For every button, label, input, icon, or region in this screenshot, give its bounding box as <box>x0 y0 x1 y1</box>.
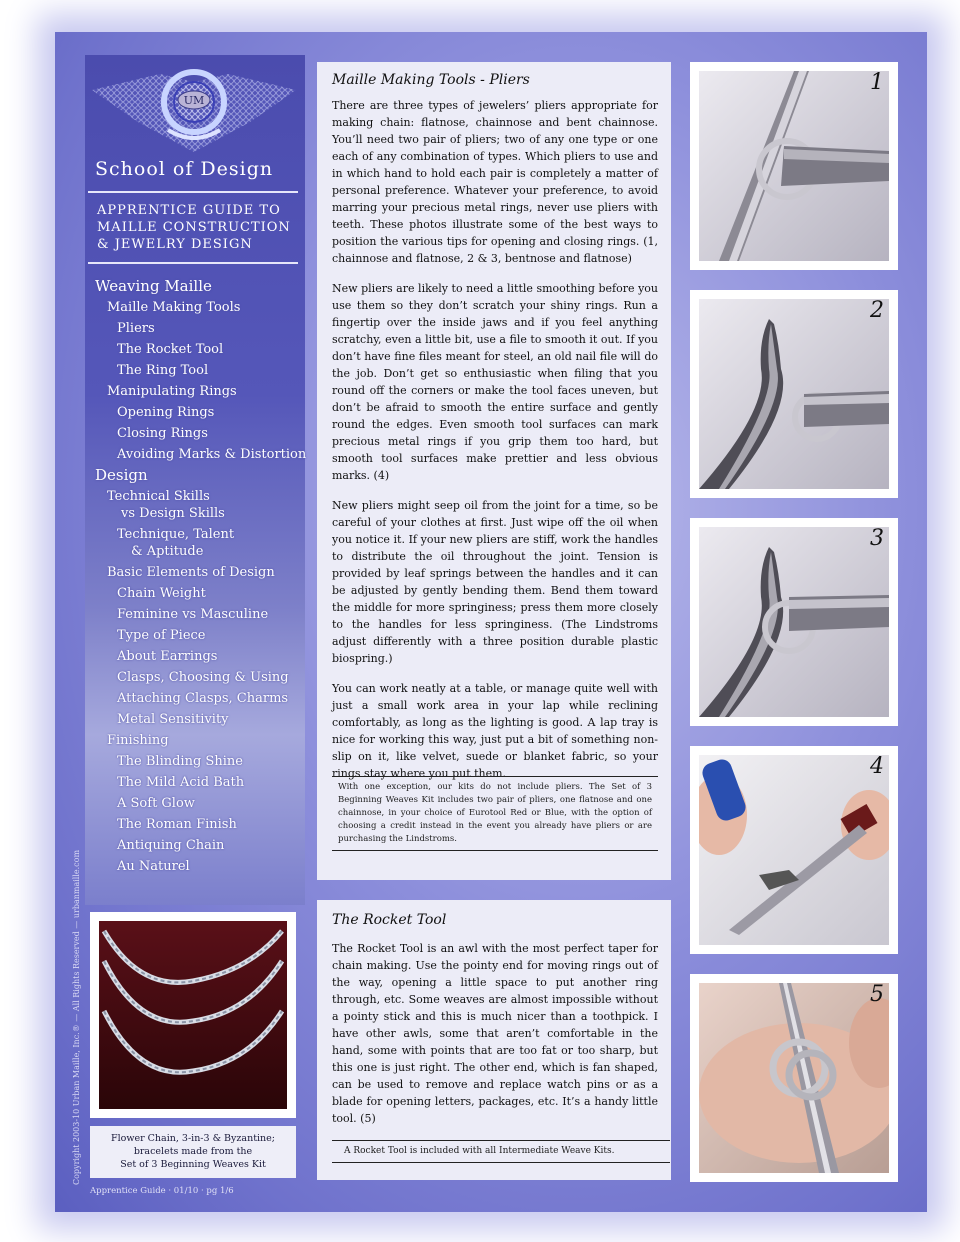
toc-link[interactable] <box>95 383 310 400</box>
toc-link-label: The Blinding Shine <box>117 754 243 769</box>
toc-link-label: Finishing <box>107 733 169 748</box>
apprentice-guide-title <box>97 202 307 253</box>
school-of-design-title: School of Design <box>95 158 274 180</box>
toc-link-label: The Ring Tool <box>117 363 209 378</box>
toc-link-label: Feminine vs Masculine <box>117 607 269 622</box>
toc-link-sublabel: vs Design Skills <box>121 506 225 521</box>
apprentice-line: & JEWELRY DESIGN <box>97 237 253 252</box>
toc-link-label: About Earrings <box>117 649 218 664</box>
filing-pliers-photo-4 <box>690 746 898 954</box>
toc-link[interactable] <box>95 627 310 644</box>
kit-note: With one exception, our kits do not include pliers. The Set of 3 Beginning Weaves Kit includes two pair of pliers, one flatnose and one chainnose, in your choice of Eurotool Red or Blue, with the option of choosing a credit instead in the event you already have pliers or are purchasing the Lindstroms. <box>332 776 658 851</box>
toc-link[interactable] <box>95 648 310 665</box>
toc-link-label: Opening Rings <box>117 405 215 420</box>
apprentice-line: APPRENTICE GUIDE TO <box>97 203 281 218</box>
toc-link[interactable] <box>95 446 310 463</box>
apprentice-line: MAILLE CONSTRUCTION <box>97 220 291 235</box>
bracelets-caption <box>90 1126 296 1178</box>
toc-link-label: Au Naturel <box>117 859 190 874</box>
pliers-photo-2 <box>690 290 898 498</box>
toc-link[interactable] <box>95 669 310 686</box>
toc-link[interactable] <box>95 299 310 316</box>
toc-link-label: Basic Elements of Design <box>107 565 275 580</box>
urban-maille-logo <box>90 60 298 156</box>
toc-link-label: Design <box>95 466 148 484</box>
photo-number: 3 <box>870 526 884 551</box>
divider <box>88 191 298 193</box>
paragraph: The Rocket Tool is an awl with the most perfect taper for chain making. Use the pointy end for moving rings out of the way, opening a little space to put another ring through, etc. Some weaves are almost impossible without a pointy stick and this is much nicer than a toothpick. I have other awls, some that aren’t comfortable in the hand, some with points that are too fat or too sharp, but this one is just right. The other end, which is fan shaped, can be used to remove and replace watch pins or as a blade for opening letters, packages, etc. It’s a handy little tool. (5) <box>332 942 658 1125</box>
toc-link[interactable] <box>95 585 310 602</box>
toc-link-label: Metal Sensitivity <box>117 712 229 727</box>
toc-link-label: Pliers <box>117 321 155 336</box>
toc-link-sublabel: & Aptitude <box>131 544 204 559</box>
toc-link[interactable] <box>95 816 310 833</box>
toc-link-label: The Roman Finish <box>117 817 237 832</box>
toc-link[interactable] <box>95 564 310 581</box>
photo-number: 5 <box>870 982 884 1007</box>
toc-link-label: Manipulating Rings <box>107 384 237 399</box>
rocket-tool-section <box>317 900 671 1180</box>
toc-link[interactable] <box>95 774 310 791</box>
toc-link-label: Clasps, Choosing & Using <box>117 670 289 685</box>
caption-line: Set of 3 Beginning Weaves Kit <box>120 1159 266 1170</box>
bracelets-photo <box>90 912 296 1118</box>
toc-link-label: A Soft Glow <box>117 796 195 811</box>
toc-link-label: The Rocket Tool <box>117 342 224 357</box>
section-title: The Rocket Tool <box>332 912 447 928</box>
toc-link[interactable] <box>95 795 310 812</box>
paragraph: New pliers might seep oil from the joint for a time, so be careful of your clothes at first. Just wipe off the oil when you notice it. If your new pliers are stiff, work the handles to distribute the oil throughout the joint. Tension is provided by leaf springs between the handles and it can be adjusted by gently bending them. Bend them toward the middle for more springiness; press them more closely to the handles for less springiness. (The Lindstroms adjust differently with a three position durable plastic biospring.) <box>332 499 658 665</box>
photo-number: 2 <box>870 298 884 323</box>
toc-link[interactable] <box>95 467 310 484</box>
kit-note: A Rocket Tool is included with all Intermediate Weave Kits. <box>332 1140 670 1163</box>
toc-link-label: Maille Making Tools <box>107 300 241 315</box>
toc-link-label: Closing Rings <box>117 426 208 441</box>
toc-link-label: Weaving Maille <box>95 277 212 295</box>
toc-link-label: Chain Weight <box>117 586 206 601</box>
paragraph: There are three types of jewelers’ pliers appropriate for making chain: flatnose, chainnose and bent chainnose. You’ll need two pair of pliers; two of any one type or one each of any combination of types. Which pliers to use and in which hand to hold each pair is completely a matter of personal preference. Whatever your preference, to avoid marring your precious metal rings, never use pliers with teeth. These photos illustrate some of the best ways to position the various tips for opening and closing rings. (1, chainnose and flatnose, 2 & 3, bentnose and flatnose) <box>332 99 658 265</box>
toc-link[interactable] <box>95 425 310 442</box>
toc-link[interactable] <box>95 837 310 854</box>
section-title: Maille Making Tools - Pliers <box>332 72 530 88</box>
svg-text:UM: UM <box>183 94 205 107</box>
pliers-section <box>317 62 671 880</box>
toc-link-label: Type of Piece <box>117 628 206 643</box>
toc-link[interactable] <box>95 488 310 522</box>
divider <box>88 262 298 264</box>
toc-link[interactable] <box>95 711 310 728</box>
toc-link[interactable] <box>95 753 310 770</box>
photo-number: 1 <box>870 70 884 95</box>
toc-link-label: Attaching Clasps, Charms <box>117 691 289 706</box>
toc-link[interactable] <box>95 606 310 623</box>
rocket-tool-photo-5 <box>690 974 898 1182</box>
toc-link[interactable] <box>95 278 310 295</box>
toc-link[interactable] <box>95 362 310 379</box>
toc-link-label: Avoiding Marks & Distortion <box>117 447 307 462</box>
page-footer: Apprentice Guide · 01/10 · pg 1/6 <box>90 1186 234 1196</box>
toc-link-label: Technique, Talent <box>117 527 235 542</box>
toc-link-label: The Mild Acid Bath <box>117 775 245 790</box>
pliers-photo-1 <box>690 62 898 270</box>
toc-link[interactable] <box>95 404 310 421</box>
toc-link[interactable] <box>95 341 310 358</box>
copyright-text: Copyright 2003-10 Urban Maille, Inc.® — All Rights Reserved — urbanmaille.com <box>72 849 81 1185</box>
toc-link[interactable] <box>95 526 310 560</box>
toc-link[interactable] <box>95 732 310 749</box>
caption-line: Flower Chain, 3-in-3 & Byzantine; <box>110 1133 275 1144</box>
pliers-photo-3 <box>690 518 898 726</box>
table-of-contents <box>95 276 310 879</box>
toc-link[interactable] <box>95 320 310 337</box>
toc-link[interactable] <box>95 858 310 875</box>
toc-link-label: Antiquing Chain <box>117 838 225 853</box>
caption-line: bracelets made from the <box>133 1146 253 1157</box>
toc-link[interactable] <box>95 690 310 707</box>
toc-link-label: Technical Skills <box>107 489 210 504</box>
paragraph: New pliers are likely to need a little smoothing before you use them so they don’t scratch your shiny rings. Run a fingertip over the inside jaws and if you feel anything scratchy, even a little bit, use a file to smooth it out. If you don’t have fine files meant for steel, an old nail file will do the job. Don’t get so enthusiastic when filing that you round off the corners or make the tool faces uneven, but don’t be afraid to smooth the entire surface and gently round the edges. Even smooth tool surfaces can mark precious metal rings if you grip them too hard, but smooth tool surfaces make prettier and less obvious marks. (4) <box>332 282 658 482</box>
photo-number: 4 <box>870 754 884 779</box>
paragraph: You can work neatly at a table, or manage quite well with just a small work area in your lap while reclining comfortably, as long as the lighting is good. A lap tray is nice for working this way, just put a bit of something non-slip on it, like velvet, suede or blanket fabric, so your rings stay where you put them. <box>332 682 658 780</box>
